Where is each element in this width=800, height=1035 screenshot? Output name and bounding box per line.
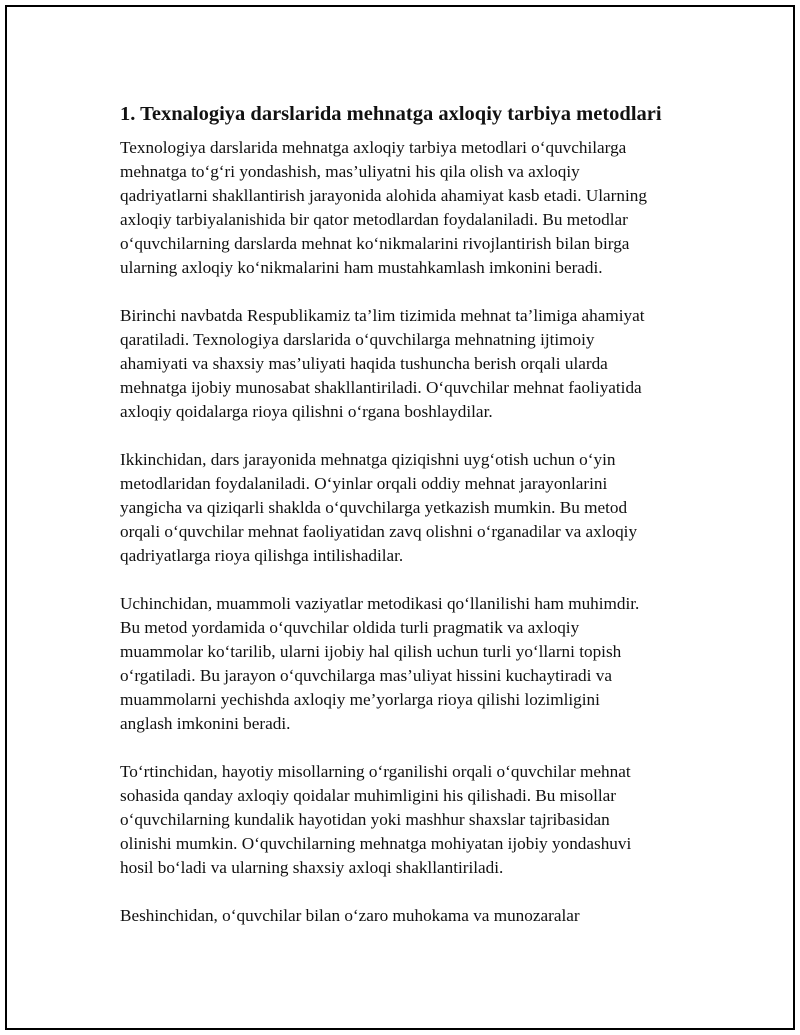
text-line: mehnatga ijobiy munosabat shakllantiriladi. O‘quvchilar mehnat faoliyatida (120, 378, 642, 397)
text-line: Bu metod yordamida o‘quvchilar oldida turli pragmatik va axloqiy (120, 618, 580, 637)
text-line: mehnatga to‘g‘ri yondashish, mas’uliyatni his qila olish va axloqiy (120, 162, 580, 181)
text-line: o‘quvchilarning kundalik hayotidan yoki mashhur shaxslar tajribasidan (120, 810, 610, 829)
text-line: metodlaridan foydalaniladi. O‘yinlar orqali oddiy mehnat jarayonlarini (120, 474, 608, 493)
text-line: anglash imkonini beradi. (120, 714, 291, 733)
paragraph-fourth (120, 760, 705, 880)
paragraph-second (120, 448, 705, 568)
text-line: Ikkinchidan, dars jarayonida mehnatga qiziqishni uyg‘otish uchun o‘yin (120, 450, 616, 469)
text-line: muammolarni yechishda axloqiy me’yorlarga rioya qilishi lozimligini (120, 690, 600, 709)
text-line: orqali o‘quvchilar mehnat faoliyatidan zavq olishni o‘rganadilar va axloqiy (120, 522, 638, 541)
text-line: muammolar ko‘tarilib, ularni ijobiy hal qilish uchun turli yo‘llarni topish (120, 642, 622, 661)
paragraph-intro (120, 136, 705, 280)
text-line: axloqiy tarbiyalanishida bir qator metodlardan foydalaniladi. Bu metodlar (120, 210, 628, 229)
page-frame (5, 5, 795, 1030)
paragraph-fifth (120, 904, 705, 928)
text-line: ularning axloqiy ko‘nikmalarini ham mustahkamlash imkonini beradi. (120, 258, 603, 277)
text-line: qadriyatlarni shakllantirish jarayonida alohida ahamiyat kasb etadi. Ularning (120, 186, 647, 205)
text-line: hosil bo‘ladi va ularning shaxsiy axloqi shakllantiriladi. (120, 858, 504, 877)
text-line: yangicha va qiziqarli shaklda o‘quvchilarga yetkazish mumkin. Bu metod (120, 498, 628, 517)
text-line: ahamiyati va shaxsiy mas’uliyati haqida tushuncha berish orqali ularda (120, 354, 608, 373)
text-line: Uchinchidan, muammoli vaziyatlar metodikasi qo‘llanilishi ham muhimdir. (120, 594, 640, 613)
section-heading: 1. Texnalogiya darslarida mehnatga axloqiy tarbiya metodlari (120, 103, 662, 125)
text-line: qadriyatlarga rioya qilishga intilishadilar. (120, 546, 404, 565)
text-line: o‘rgatiladi. Bu jarayon o‘quvchilarga mas’uliyat hissini kuchaytiradi va (120, 666, 612, 685)
text-line: To‘rtinchidan, hayotiy misollarning o‘rganilishi orqali o‘quvchilar mehnat (120, 762, 631, 781)
text-line: axloqiy qoidalarga rioya qilishni o‘rgana boshlaydilar. (120, 402, 493, 421)
document-body (120, 100, 705, 952)
text-line: Beshinchidan, o‘quvchilar bilan o‘zaro muhokama va munozaralar (120, 906, 580, 925)
text-line: o‘quvchilarning darslarda mehnat ko‘nikmalarini rivojlantirish bilan birga (120, 234, 630, 253)
paragraph-third (120, 592, 705, 736)
text-line: olinishi mumkin. O‘quvchilarning mehnatga mohiyatan ijobiy yondashuvi (120, 834, 632, 853)
text-line: Texnologiya darslarida mehnatga axloqiy tarbiya metodlari o‘quvchilarga (120, 138, 627, 157)
text-line: sohasida qanday axloqiy qoidalar muhimligini his qilishadi. Bu misollar (120, 786, 616, 805)
paragraph-first (120, 304, 705, 424)
text-line: qaratiladi. Texnologiya darslarida o‘quvchilarga mehnatning ijtimoiy (120, 330, 595, 349)
text-line: Birinchi navbatda Respublikamiz ta’lim tizimida mehnat ta’limiga ahamiyat (120, 306, 645, 325)
